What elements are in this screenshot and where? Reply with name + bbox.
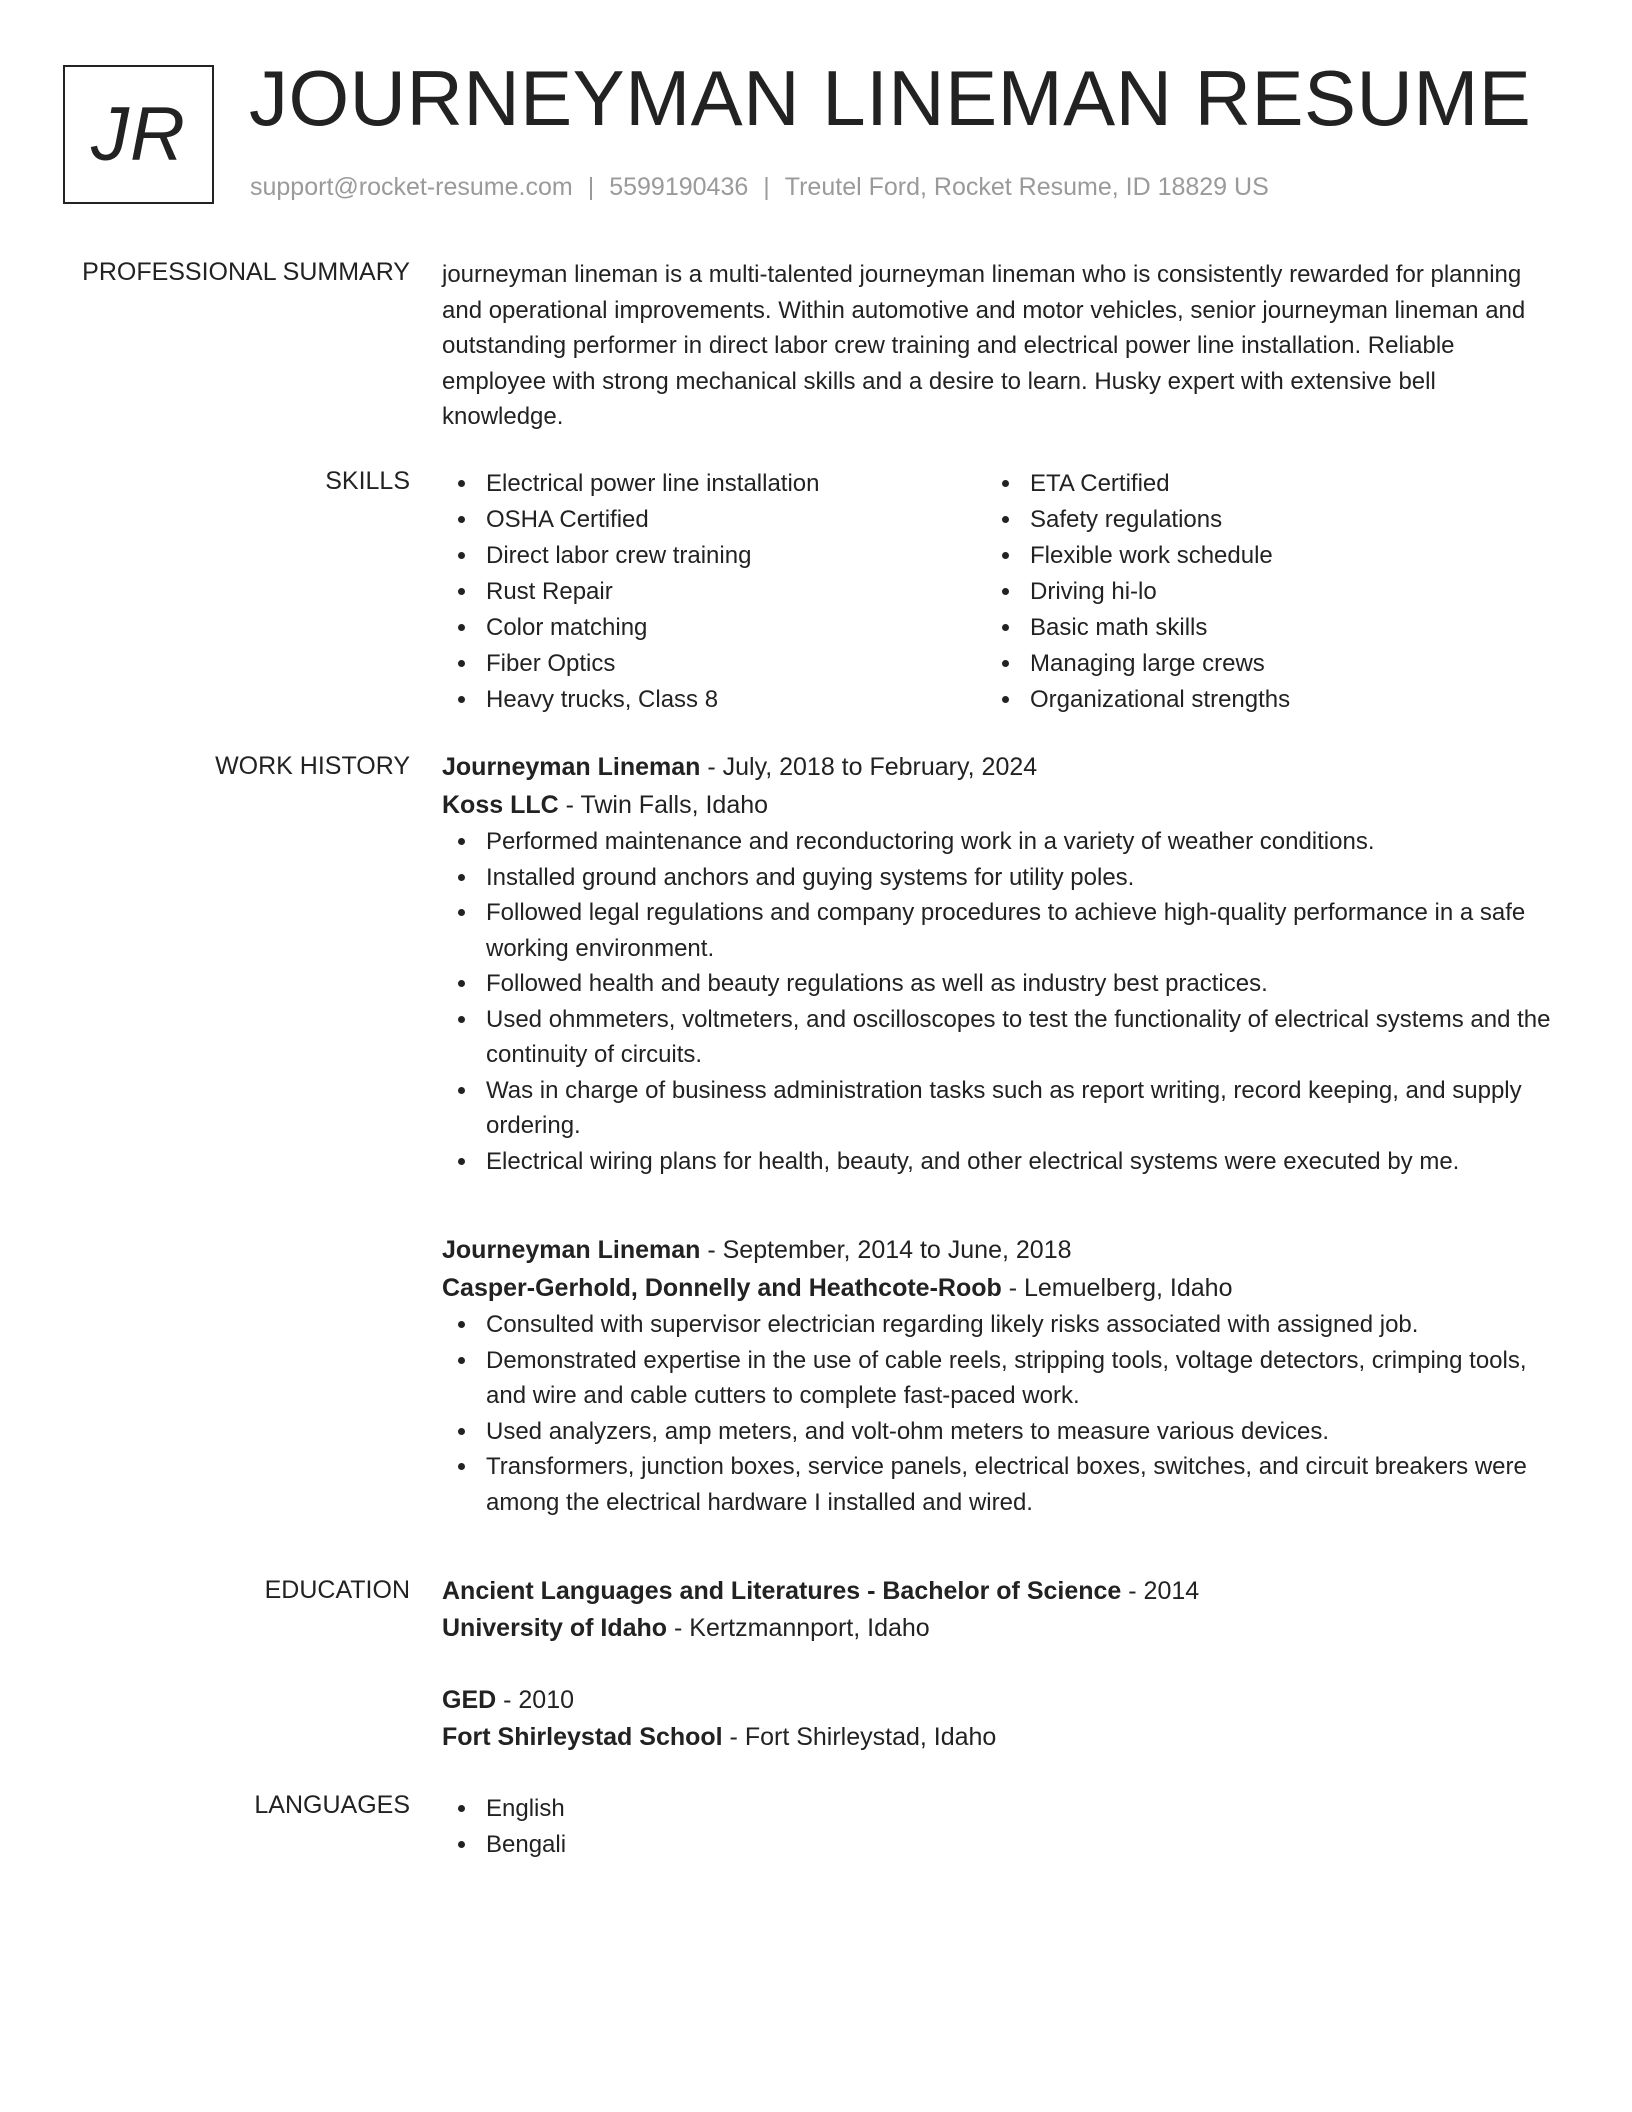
job-location: - Lemuelberg, Idaho	[1001, 1273, 1233, 1302]
monogram-initials: JR	[91, 92, 186, 177]
job-company: Casper-Gerhold, Donnelly and Heathcote-Roob	[442, 1273, 1002, 1302]
section-label-work-history: WORK HISTORY	[215, 752, 410, 780]
education-year: - 2010	[496, 1686, 575, 1714]
job-title: Journeyman Lineman	[442, 1236, 701, 1264]
education-location: - Kertzmannport, Idaho	[667, 1614, 930, 1642]
job-location: - Twin Falls, Idaho	[558, 790, 769, 819]
job-duty-item: Was in charge of business administration tasks such as report writing, record keeping, and supply ordering.	[442, 1073, 1552, 1144]
job-duty-item: Transformers, junction boxes, service panels, electrical boxes, switches, and circuit breakers were among the electrical hardware I installed and wired.	[442, 1449, 1552, 1520]
skills-list-right	[986, 466, 1526, 718]
contact-phone: 5599190436	[609, 173, 749, 201]
job-duty-item: Used analyzers, amp meters, and volt-ohm meters to measure various devices.	[442, 1414, 1552, 1450]
job-duty-item: Followed health and beauty regulations as well as industry best practices.	[442, 966, 1552, 1002]
job-entry	[442, 1232, 1552, 1520]
language-item: English	[442, 1791, 1552, 1827]
contact-address: Treutel Ford, Rocket Resume, ID 18829 US	[784, 173, 1269, 201]
education-school-line	[442, 1719, 1552, 1756]
job-duties-list	[442, 824, 1552, 1179]
contact-separator: |	[587, 173, 595, 201]
contact-separator: |	[763, 173, 770, 201]
education-location: - Fort Shirleystad, Idaho	[722, 1723, 997, 1751]
skill-item: Electrical power line installation	[442, 466, 982, 502]
job-duty-item: Performed maintenance and reconductoring work in a variety of weather conditions.	[442, 824, 1552, 860]
education-degree-line	[442, 1682, 1552, 1719]
education-school-line	[442, 1610, 1552, 1647]
job-title-line	[442, 749, 1552, 787]
monogram-box	[63, 65, 214, 204]
job-entry	[442, 749, 1552, 1179]
skill-item: Organizational strengths	[986, 682, 1526, 718]
skill-item: Heavy trucks, Class 8	[442, 682, 982, 718]
education-degree: GED	[442, 1686, 497, 1714]
job-company-line	[442, 1270, 1552, 1308]
section-label-skills: SKILLS	[325, 467, 410, 495]
job-dates: - July, 2018 to February, 2024	[700, 753, 1038, 781]
skill-item: Color matching	[442, 610, 982, 646]
summary-section	[442, 257, 1562, 435]
job-duty-item: Installed ground anchors and guying systems for utility poles.	[442, 860, 1552, 896]
languages-section	[442, 1791, 1552, 1863]
education-degree: Ancient Languages and Literatures - Bachelor of Science	[442, 1577, 1122, 1605]
education-entry	[442, 1573, 1552, 1647]
skill-item: Driving hi-lo	[986, 574, 1526, 610]
job-duty-item: Consulted with supervisor electrician regarding likely risks associated with assigned job.	[442, 1307, 1552, 1343]
education-entry	[442, 1682, 1552, 1756]
summary-text: journeyman lineman is a multi-talented journeyman lineman who is consistently rewarded for planning and operational improvements. Within automotive and motor vehicles, senior journeyman lineman and outstanding performer in direct labor crew training and electrical power line installation. Reliable employee with strong mechanical skills and a desire to learn. Husky expert with extensive bell knowledge.	[442, 261, 1526, 430]
skill-item: Direct labor crew training	[442, 538, 982, 574]
skill-item: Basic math skills	[986, 610, 1526, 646]
job-title: Journeyman Lineman	[442, 753, 701, 781]
education-school: Fort Shirleystad School	[442, 1723, 723, 1751]
job-duty-item: Demonstrated expertise in the use of cable reels, stripping tools, voltage detectors, crimping tools, and wire and cable cutters to complete fast-paced work.	[442, 1343, 1552, 1414]
job-duty-item: Used ohmmeters, voltmeters, and oscilloscopes to test the functionality of electrical systems and the continuity of circuits.	[442, 1002, 1552, 1073]
section-label-education: EDUCATION	[264, 1576, 410, 1604]
job-duty-item: Followed legal regulations and company procedures to achieve high-quality performance in a safe working environment.	[442, 895, 1552, 966]
job-dates: - September, 2014 to June, 2018	[700, 1236, 1072, 1264]
skills-list-left	[442, 466, 982, 718]
skill-item: Safety regulations	[986, 502, 1526, 538]
skill-item: Flexible work schedule	[986, 538, 1526, 574]
contact-line	[250, 173, 1269, 202]
skills-section	[442, 466, 1552, 726]
job-company-line	[442, 787, 1552, 825]
skill-item: Fiber Optics	[442, 646, 982, 682]
skill-item: Rust Repair	[442, 574, 982, 610]
skill-item: Managing large crews	[986, 646, 1526, 682]
skill-item: ETA Certified	[986, 466, 1526, 502]
education-year: - 2014	[1121, 1577, 1200, 1605]
contact-email: support@rocket-resume.com	[250, 173, 573, 201]
job-title-line	[442, 1232, 1552, 1270]
education-school: University of Idaho	[442, 1614, 668, 1642]
job-duties-list	[442, 1307, 1552, 1520]
languages-list	[442, 1791, 1552, 1863]
education-degree-line	[442, 1573, 1552, 1610]
section-label-languages: LANGUAGES	[254, 1791, 410, 1819]
job-company: Koss LLC	[442, 790, 559, 819]
language-item: Bengali	[442, 1827, 1552, 1863]
job-duty-item: Electrical wiring plans for health, beauty, and other electrical systems were executed by me.	[442, 1144, 1552, 1180]
section-label-summary: PROFESSIONAL SUMMARY	[82, 258, 410, 286]
skill-item: OSHA Certified	[442, 502, 982, 538]
resume-title: JOURNEYMAN LINEMAN RESUME	[249, 54, 1532, 142]
